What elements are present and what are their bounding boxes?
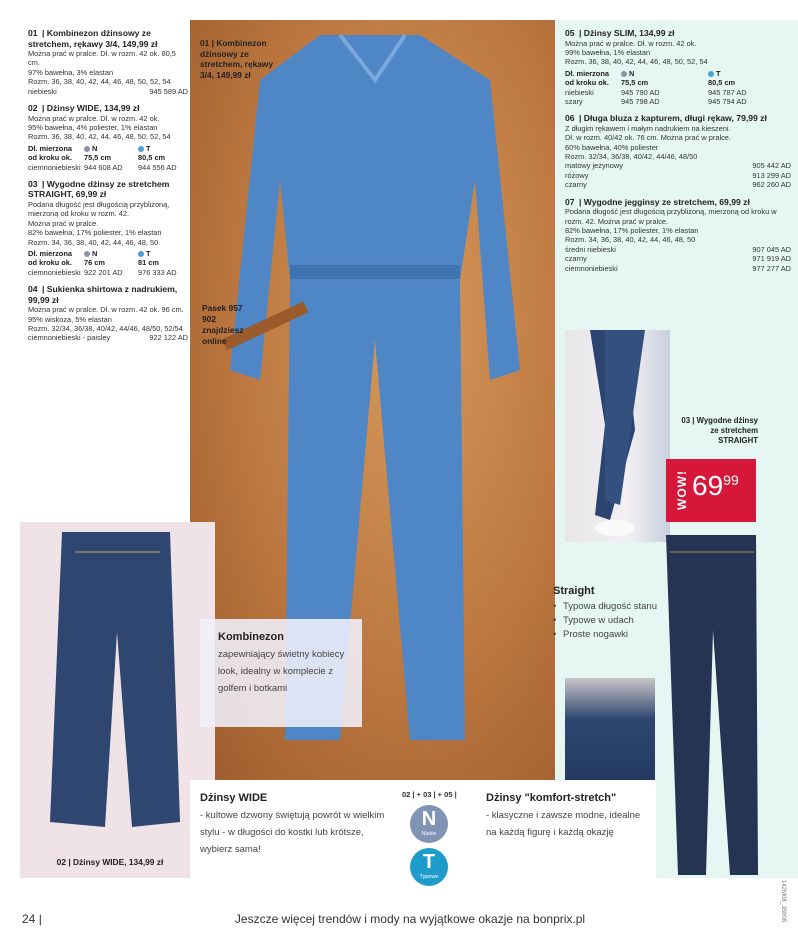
n-header	[84, 249, 134, 258]
t-label: T	[146, 143, 151, 153]
length-label: Dł. mierzona od kroku ok.	[28, 143, 72, 163]
variant-code: 977 277 AD	[752, 263, 791, 273]
page-number: 24 |	[22, 912, 42, 926]
fit-badge-n	[410, 805, 448, 843]
product-number: 07	[565, 196, 575, 207]
kombinezon-box	[200, 619, 362, 727]
t-header	[138, 144, 188, 153]
product-detail: 95% wiskoza, 5% elastan	[28, 314, 112, 324]
length-table	[565, 69, 791, 107]
variant-color: ciemnoniebieski	[28, 267, 81, 277]
wide-jeans-illustration	[20, 522, 215, 878]
product-detail: Rozm. 34, 36, 38, 40, 42, 44, 46, 48, 50	[565, 235, 696, 245]
product-detail: Rozm. 36, 38, 40, 42, 44, 46, 48, 50, 52, 54	[565, 57, 708, 67]
kombinezon-title: Kombinezon	[218, 631, 284, 643]
variant-code: 971 919 AD	[752, 254, 791, 264]
item-number: 01	[200, 38, 210, 48]
variant-color: czarny	[565, 180, 587, 190]
variant-color: czarny	[565, 254, 587, 264]
legs-illustration	[565, 330, 670, 542]
product-number: 02	[28, 103, 38, 114]
n-label: N	[629, 68, 635, 78]
variant-code: 907 045 AD	[752, 244, 791, 254]
variant-color: ciemnoniebieski	[565, 263, 618, 273]
variant-row	[565, 245, 791, 254]
variant-color: niebieski	[28, 86, 57, 96]
variant-code-n: 945 790 AD	[621, 87, 660, 97]
product-07	[565, 197, 791, 273]
variant-row	[28, 87, 188, 96]
variant-code: 922 122 AD	[149, 333, 188, 343]
wide-text: - kultowe dzwony świętują powrót w wielkim stylu - w długości do kostki lub krótsze, wybierz sama!	[200, 810, 385, 855]
komfort-text: - klasyczne i zawsze modne, idealne na każdą figurę i każdą okazję	[486, 810, 641, 838]
t-dot-icon	[138, 251, 144, 257]
variant-code-n: 922 201 AD	[84, 267, 123, 277]
item-number: 02	[56, 857, 66, 867]
catalog-code: 142M08_JB008	[780, 880, 786, 923]
product-number: 03	[28, 178, 38, 189]
fit-letter: T	[422, 851, 436, 873]
product-detail: 99% bawełna, 1% elastan	[565, 47, 651, 57]
product-detail: Można prać w pralce. Dł. w rozm. 42 ok. 96 cm.	[28, 305, 184, 315]
variant-color: ciemnoniebieski - paisley	[28, 333, 111, 343]
variant-row	[28, 333, 188, 342]
t-header	[138, 249, 188, 258]
t-dot-icon	[708, 71, 714, 77]
product-detail: Rozm. 32/34, 36/38, 40/42, 44/46, 48/50, 52/54	[28, 324, 183, 334]
product-detail: Można prać w pralce. Dł. w rozm. 42 ok. 80,5 cm.	[28, 49, 176, 68]
product-number: 01	[28, 28, 38, 38]
product-detail: Rozm. 32/34, 36/38, 40/42, 44/46, 48/50	[565, 152, 698, 162]
product-detail: Rozm. 36, 38, 40, 42, 44, 46, 48, 50, 52, 54	[28, 77, 171, 87]
wide-title: Dżinsy WIDE	[200, 792, 268, 804]
variant-row	[565, 180, 791, 189]
fit-letter: N	[421, 808, 437, 830]
product-detail: Można prać w pralce.	[28, 218, 99, 228]
product-detail: Podana długość jest długością przybliżoną, mierzoną od kroku w rozm. 42. Można prać w pralce.	[565, 207, 777, 226]
product-03	[28, 179, 188, 277]
wow-price-badge	[666, 459, 756, 522]
straight-box	[553, 585, 657, 642]
variant-color: ciemnoniebieski	[28, 162, 81, 172]
variant-color: matowy jeżynowy	[565, 161, 623, 171]
fit-refs: 02 | + 03 | + 05 |	[402, 790, 457, 799]
variant-code: 905 442 AD	[752, 161, 791, 171]
wide-jeans-label: 02 | Dżinsy WIDE, 134,99 zł	[56, 857, 164, 867]
product-title: 05 | Dżinsy SLIM, 134,99 zł	[565, 28, 675, 38]
product-02	[28, 103, 188, 172]
right-product-list	[565, 28, 791, 273]
left-product-list	[28, 28, 188, 343]
variant-code-t: 945 794 AD	[708, 96, 747, 106]
kombinezon-text: zapewniający świetny kobiecy look, idealny w komplecie z golfem i botkami	[218, 649, 345, 694]
product-name: Sukienka shirtowa z nadrukiem, 99,99 zł	[28, 284, 178, 305]
length-label: Dł. mierzona od kroku ok.	[565, 68, 609, 88]
variant-code: 962 260 AD	[752, 180, 791, 190]
n-label: N	[92, 143, 98, 153]
straight-bullet: • Typowa długość stanu	[553, 600, 657, 614]
wide-jeans-photo	[20, 522, 215, 878]
product-06	[565, 113, 791, 189]
product-name: Kombinezon dżinsowy ze stretchem, rękawy 3/4, 149,99 zł	[28, 28, 158, 49]
product-title: 02 | Dżinsy WIDE, 134,99 zł	[28, 103, 140, 114]
komfort-title: Dżinsy "komfort-stretch"	[486, 792, 617, 804]
variant-color: niebieski	[565, 87, 594, 97]
straight-bullets	[553, 600, 657, 642]
product-detail: Można prać w pralce. Dł. w rozm. 42 ok.	[28, 113, 160, 123]
n-length: 76 cm	[84, 258, 105, 268]
product-detail: Z długim rękawem i małym nadrukiem na kieszeni.	[565, 123, 731, 133]
product-name: Dżinsy SLIM, 134,99 zł	[583, 28, 675, 38]
n-dot-icon	[84, 251, 90, 257]
length-table	[28, 249, 188, 277]
item-text: Wygodne dżinsy ze stretchem STRAIGHT	[696, 416, 758, 445]
product-title: 04 | Sukienka shirtowa z nadrukiem, 99,99 zł	[28, 284, 178, 305]
komfort-info-box	[478, 780, 656, 880]
product-detail: Można prać w pralce. Dł. w rozm. 42 ok.	[565, 38, 697, 48]
product-name: Dżinsy WIDE, 134,99 zł	[46, 103, 140, 114]
n-dot-icon	[84, 146, 90, 152]
product-detail: 97% bawełna, 3% elastan	[28, 67, 114, 77]
product-detail: 82% bawełna, 17% poliester, 1% elastan	[565, 226, 699, 235]
product-title: 06 | Długa bluza z kapturem, długi rękaw, 79,99 zł	[565, 113, 767, 124]
product-detail: Dł. w rozm. 40/42 ok. 76 cm. Można prać w pralce.	[565, 133, 731, 143]
product-detail: 60% bawełna, 40% poliester	[565, 142, 659, 152]
product-name: Wygodne dżinsy ze stretchem STRAIGHT, 69,99 zł	[28, 178, 170, 200]
product-04	[28, 284, 188, 343]
product-detail: Podana długość jest długością przybliżoną, mierzoną od kroku w rozm. 42.	[28, 199, 170, 219]
product-title: 01 | Kombinezon dżinsowy ze stretchem, rękawy 3/4, 149,99 zł	[28, 28, 158, 49]
straight-jeans-photo	[658, 530, 763, 882]
product-05	[565, 28, 791, 106]
jumpsuit-label: 01 | Kombinezon dżinsowy ze stretchem, rękawy 3/4, 149,99 zł	[200, 38, 274, 80]
product-detail: Rozm. 36, 38, 40, 42, 44, 46, 48, 50, 52, 54	[28, 132, 171, 142]
t-header	[708, 69, 791, 78]
wide-info-box	[190, 780, 400, 880]
variant-color: szary	[565, 96, 583, 106]
length-label: Dł. mierzona od kroku ok.	[28, 249, 72, 268]
belt-label: Pasek 957 902 znajdziesz online	[202, 303, 244, 346]
page-number-value: 24	[22, 912, 36, 926]
n-length: 75,5 cm	[84, 153, 112, 163]
variant-color: średni niebieski	[565, 244, 616, 254]
variant-color: różowy	[565, 170, 589, 180]
product-number: 04	[28, 284, 38, 295]
fit-label: Typowe	[419, 874, 439, 880]
price-main: 69	[692, 470, 724, 501]
variant-code-n: 945 798 AD	[621, 96, 660, 106]
n-label: N	[92, 249, 98, 258]
back-pocket-photo	[565, 678, 655, 780]
t-label: T	[716, 68, 721, 78]
variant-row	[565, 264, 791, 273]
straight-bullet: • Proste nogawki	[553, 628, 657, 642]
t-length: 80,5 cm	[138, 153, 166, 163]
variant-code-t: 945 787 AD	[708, 87, 747, 97]
n-length: 75,5 cm	[621, 78, 649, 88]
item-text: Dżinsy WIDE, 134,99 zł	[73, 857, 164, 867]
t-label: T	[146, 249, 151, 258]
t-length: 81 cm	[138, 258, 159, 268]
variant-row	[565, 161, 791, 170]
variant-row	[565, 171, 791, 180]
wow-price	[692, 471, 739, 501]
product-title: 03 | Wygodne dżinsy ze stretchem STRAIGHT, 69,99 zł	[28, 178, 170, 200]
t-dot-icon	[138, 146, 144, 152]
variant-code: 945 589 AD	[149, 86, 188, 96]
variant-row	[565, 254, 791, 263]
product-name: Długa bluza z kapturem, długi rękaw, 79,99 zł	[583, 113, 767, 124]
straight-jeans-illustration	[658, 530, 763, 882]
product-detail: 82% bawełna, 17% poliester, 1% elastan	[28, 228, 162, 238]
product-number: 06	[565, 113, 575, 124]
price-cents: 99	[723, 472, 739, 488]
variant-code-t: 944 556 AD	[138, 162, 177, 172]
t-length: 80,5 cm	[708, 78, 736, 88]
straight-model-photo	[565, 330, 670, 542]
straight-title: Straight	[553, 585, 595, 597]
fit-label: Niskie	[421, 831, 437, 837]
wow-label: WOW!	[674, 470, 689, 510]
n-header	[84, 144, 134, 153]
footer-text: Jeszcze więcej trendów i mody na wyjątkowe okazje na bonprix.pl	[234, 912, 586, 926]
n-header	[621, 69, 704, 78]
straight-label: 03 | Wygodne dżinsy ze stretchem STRAIGHT	[681, 416, 758, 445]
variant-code: 913 299 AD	[752, 170, 791, 180]
fit-badge-t	[410, 848, 448, 886]
product-number: 05	[565, 28, 575, 38]
product-detail: Rozm. 34, 36, 38, 40, 42, 44, 46, 48, 50	[28, 237, 159, 247]
product-detail: 95% bawełna, 4% poliester, 1% elastan	[28, 122, 158, 132]
variant-code-n: 944 608 AD	[84, 162, 123, 172]
n-dot-icon	[621, 71, 627, 77]
variant-code-t: 976 333 AD	[138, 267, 177, 277]
straight-bullet: • Typowe w udach	[553, 614, 657, 628]
product-01	[28, 28, 188, 96]
item-text: Kombinezon dżinsowy ze stretchem, rękawy 3/4, 149,99 zł	[200, 38, 274, 80]
product-title: 07 | Wygodne jegginsy ze stretchem, 69,99 zł	[565, 196, 750, 207]
product-name: Wygodne jegginsy ze stretchem, 69,99 zł	[583, 196, 750, 207]
length-table	[28, 144, 188, 172]
item-number: 03	[681, 416, 691, 425]
